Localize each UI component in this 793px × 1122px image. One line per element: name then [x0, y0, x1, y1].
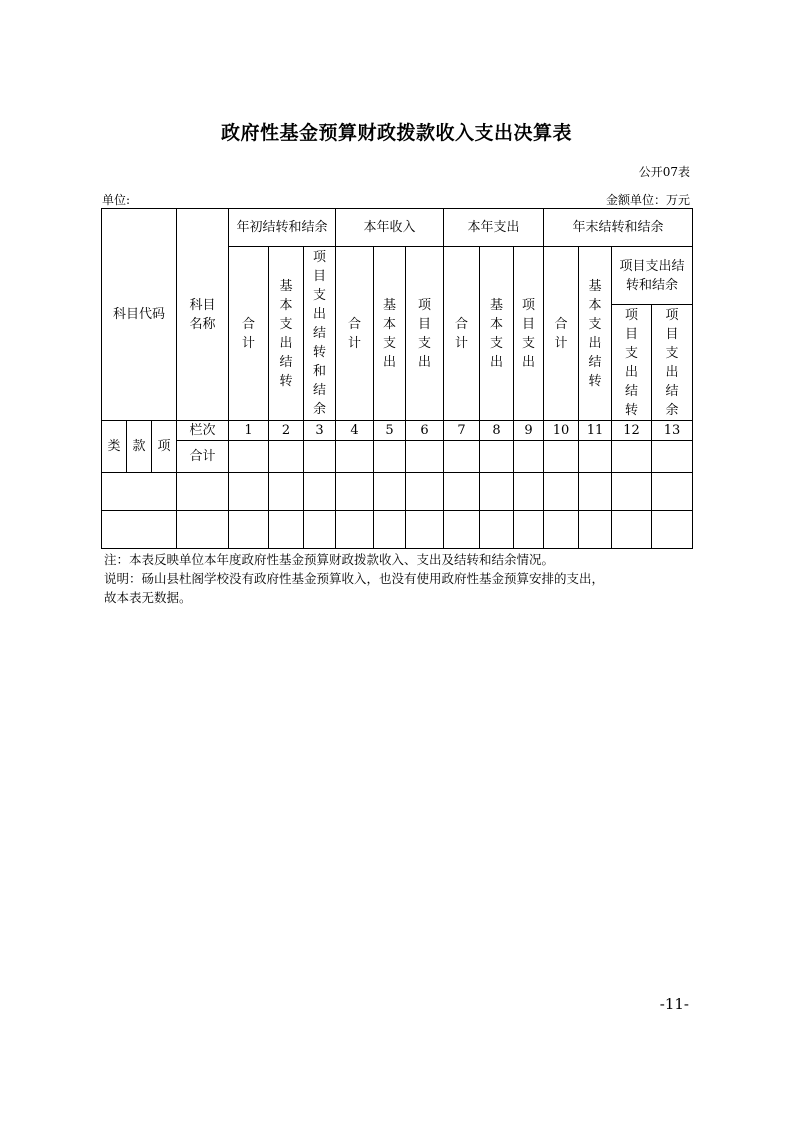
table-cell	[612, 473, 652, 511]
col-number: 5	[374, 421, 406, 441]
table-cell	[229, 441, 269, 473]
col-project-carry-balance-group: 项目支出结转和结余	[612, 247, 693, 305]
col-number: 6	[406, 421, 444, 441]
col-number: 9	[514, 421, 544, 441]
table-cell	[480, 441, 514, 473]
table-cell	[229, 473, 269, 511]
table-cell	[304, 511, 336, 549]
table-cell	[514, 441, 544, 473]
row-index-label: 栏次	[177, 421, 229, 441]
table-cell	[304, 441, 336, 473]
table-cell	[652, 473, 693, 511]
table-cell	[269, 473, 304, 511]
table-cell	[444, 441, 480, 473]
table-cell	[544, 473, 579, 511]
table-cell	[336, 473, 374, 511]
table-cell	[444, 473, 480, 511]
table-cell	[102, 511, 177, 549]
col-project-carry: 项目支出结转	[612, 305, 652, 421]
col-basic-carry: 基本支出结转	[269, 247, 304, 421]
group-opening-header: 年初结转和结余	[229, 209, 336, 247]
col-total: 合计	[336, 247, 374, 421]
note-line: 注：本表反映单位本年度政府性基金预算财政拨款收入、支出及结转和结余情况。	[104, 552, 555, 567]
col-number: 11	[579, 421, 612, 441]
col-basic-expense: 基本支出	[480, 247, 514, 421]
code-part-item: 项	[152, 421, 177, 473]
code-part-section: 款	[127, 421, 152, 473]
col-project-carry-balance: 项目支出结转和结余	[304, 247, 336, 421]
col-number: 7	[444, 421, 480, 441]
table-cell	[480, 473, 514, 511]
table-cell	[544, 441, 579, 473]
col-number: 13	[652, 421, 693, 441]
col-number: 4	[336, 421, 374, 441]
table-cell	[269, 511, 304, 549]
col-project-expense: 项目支出	[406, 247, 444, 421]
code-part-category: 类	[102, 421, 127, 473]
col-number: 12	[612, 421, 652, 441]
table-cell	[102, 473, 177, 511]
subject-name-header: 科目名称	[177, 209, 229, 421]
col-number: 8	[480, 421, 514, 441]
table-cell	[304, 473, 336, 511]
table-cell	[514, 511, 544, 549]
col-basic-carry: 基本支出结转	[579, 247, 612, 421]
table-cell	[269, 441, 304, 473]
col-basic-expense: 基本支出	[374, 247, 406, 421]
note-line: 故本表无数据。	[104, 590, 192, 605]
col-number: 2	[269, 421, 304, 441]
table-cell	[374, 511, 406, 549]
table-cell	[336, 441, 374, 473]
col-number: 1	[229, 421, 269, 441]
table-cell	[652, 511, 693, 549]
col-total: 合计	[229, 247, 269, 421]
note-line: 说明：砀山县杜阁学校没有政府性基金预算收入，也没有使用政府性基金预算安排的支出，	[104, 571, 605, 586]
table-cell	[374, 473, 406, 511]
table-cell	[544, 511, 579, 549]
unit-label: 单位:	[102, 193, 131, 207]
col-total: 合计	[544, 247, 579, 421]
page-title: 政府性基金预算财政拨款收入支出决算表	[220, 122, 572, 144]
table-cell	[652, 441, 693, 473]
budget-table	[101, 208, 693, 549]
col-number: 10	[544, 421, 579, 441]
table-cell	[177, 511, 229, 549]
table-cell	[374, 441, 406, 473]
subject-code-header: 科目代码	[102, 209, 177, 421]
col-project-expense: 项目支出	[514, 247, 544, 421]
group-income-header: 本年收入	[336, 209, 444, 247]
table-cell	[579, 473, 612, 511]
table-cell	[336, 511, 374, 549]
col-number: 3	[304, 421, 336, 441]
table-cell	[612, 441, 652, 473]
group-expense-header: 本年支出	[444, 209, 544, 247]
table-cell	[406, 511, 444, 549]
table-cell	[444, 511, 480, 549]
amount-unit: 金额单位：万元	[605, 193, 690, 207]
row-total-label: 合计	[177, 441, 229, 473]
page-number: -11-	[659, 995, 689, 1013]
table-cell	[480, 511, 514, 549]
col-total: 合计	[444, 247, 480, 421]
table-cell	[514, 473, 544, 511]
table-cell	[406, 473, 444, 511]
group-closing-header: 年末结转和结余	[544, 209, 693, 247]
table-cell	[612, 511, 652, 549]
form-tag: 公开07表	[638, 165, 690, 179]
table-cell	[579, 441, 612, 473]
table-cell	[229, 511, 269, 549]
notes	[104, 550, 604, 607]
col-project-balance: 项目支出结余	[652, 305, 693, 421]
table-cell	[579, 511, 612, 549]
table-cell	[177, 473, 229, 511]
table-cell	[406, 441, 444, 473]
